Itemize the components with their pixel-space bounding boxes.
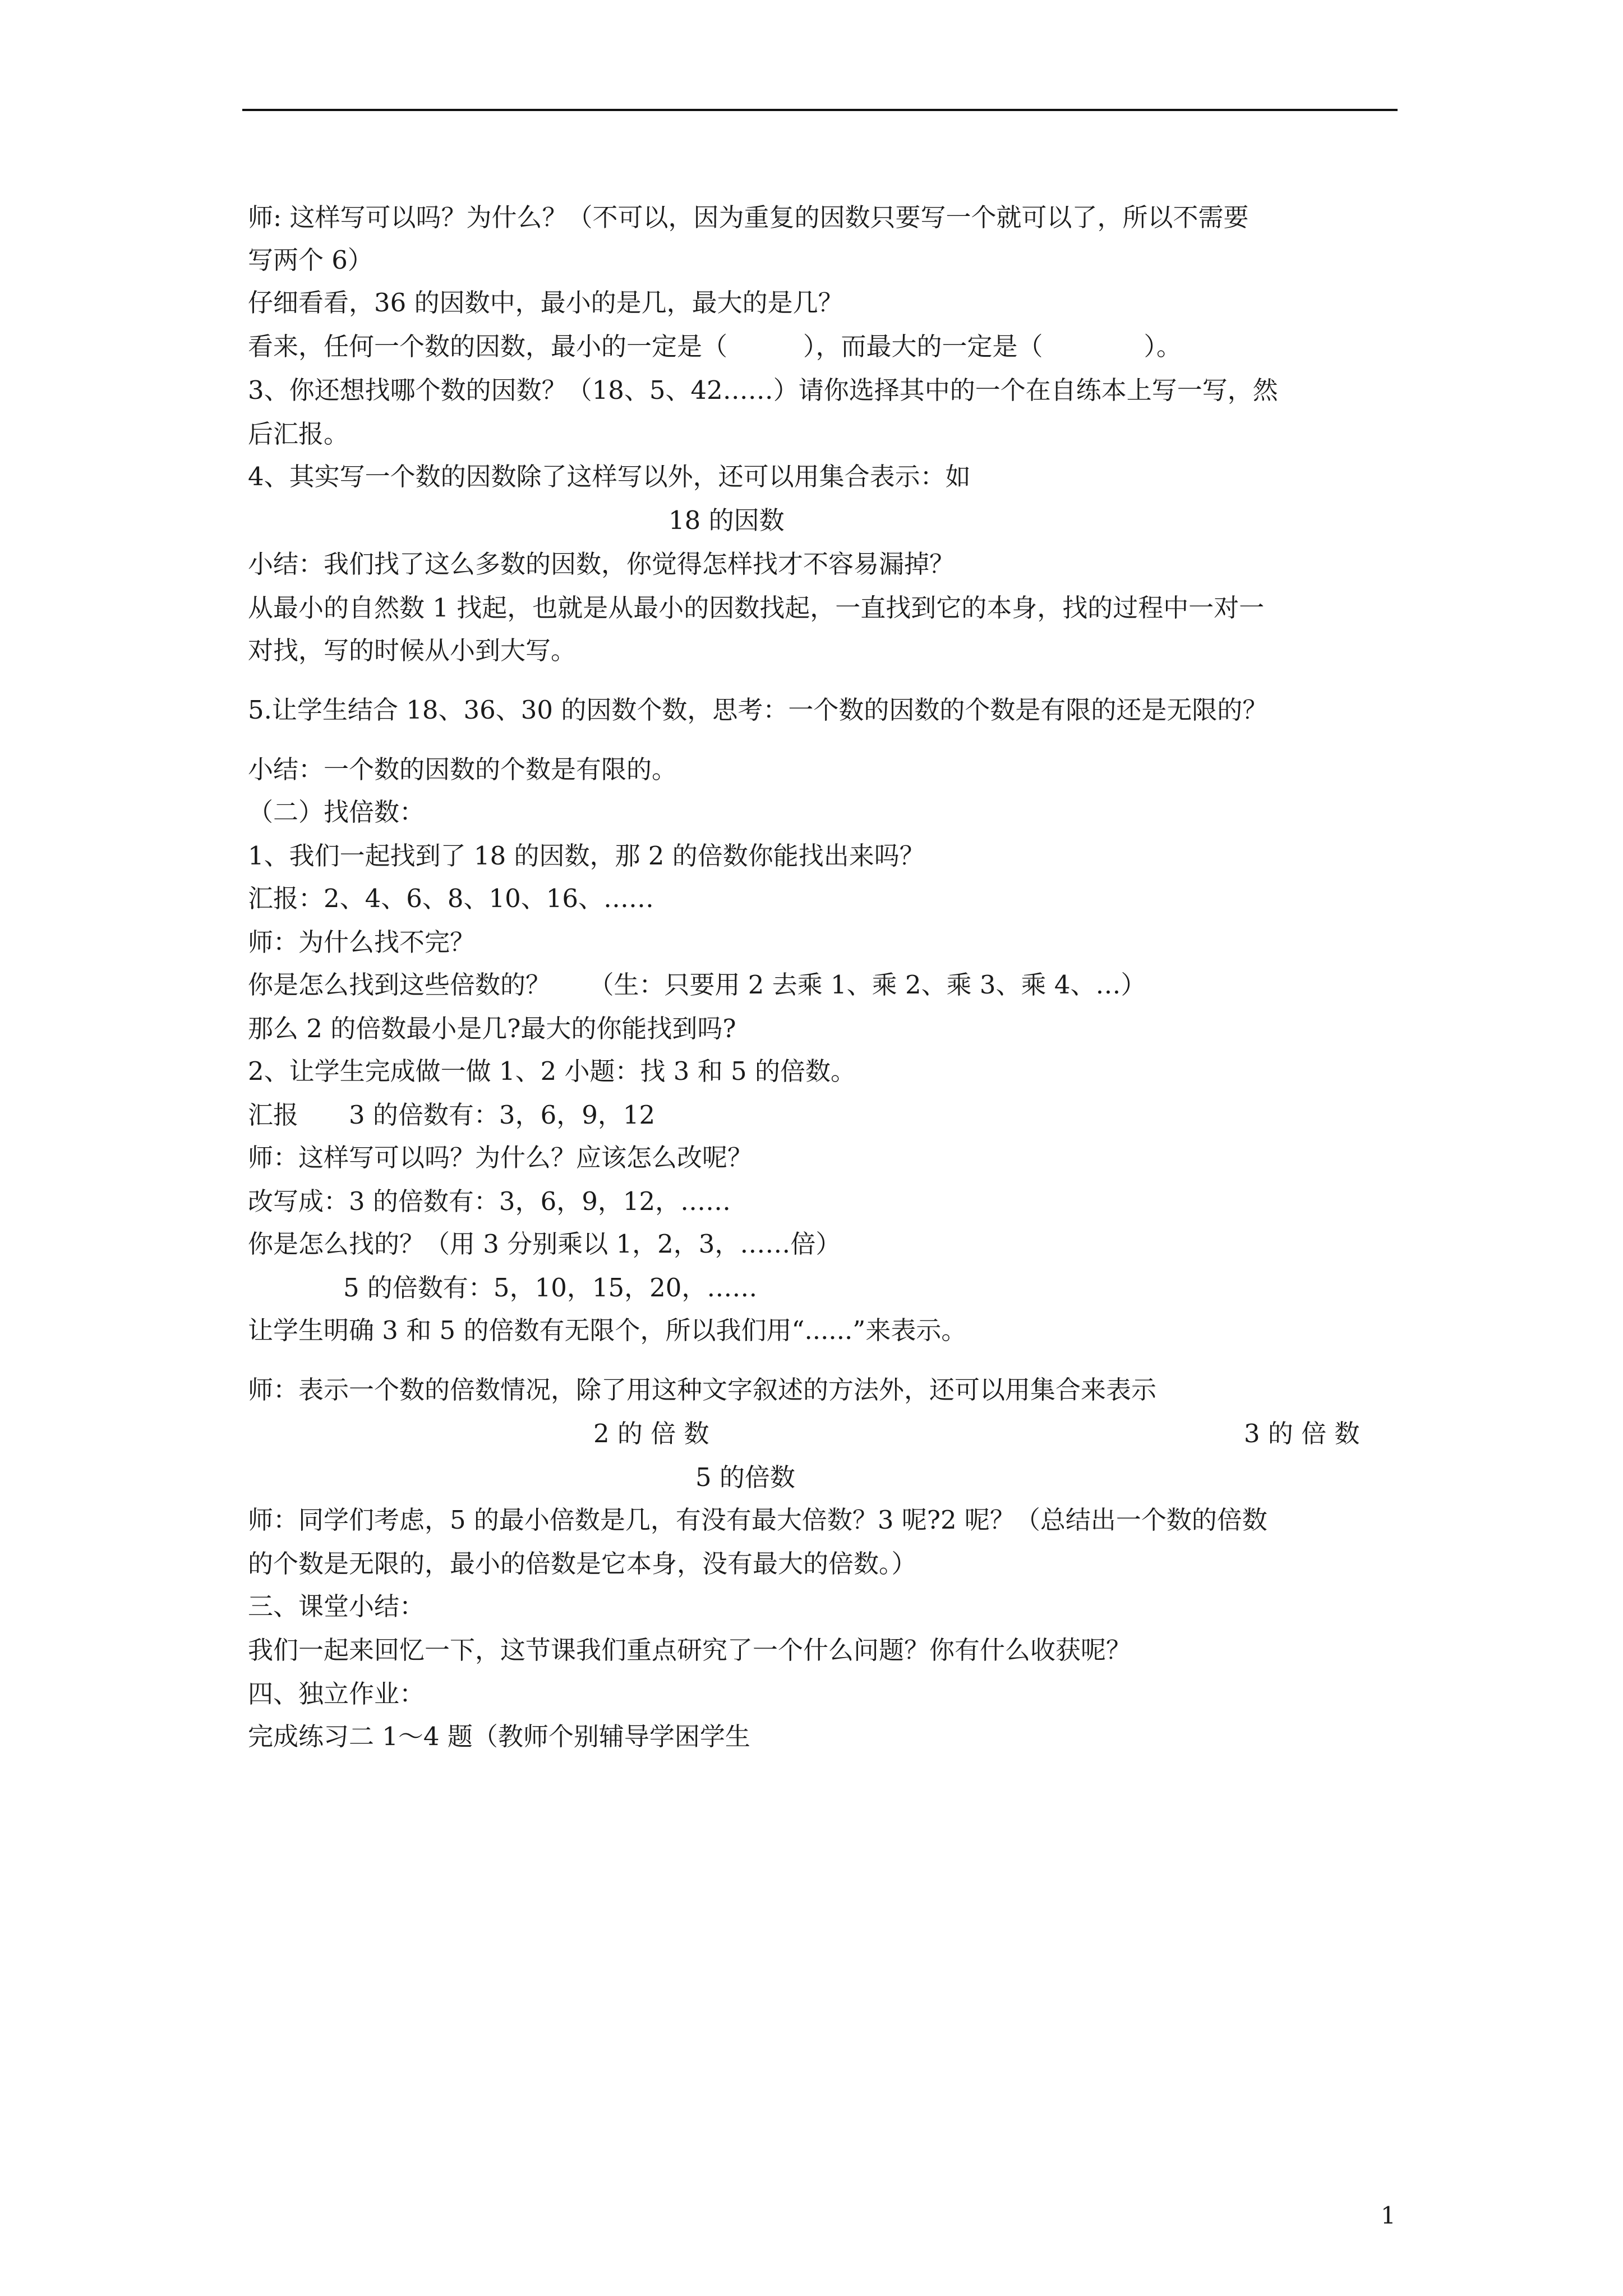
- section-heading: 三、课堂小结：: [248, 1591, 425, 1621]
- paragraph-line: 那么 2 的倍数最小是几?最大的你能找到吗?: [248, 1014, 736, 1043]
- paragraph-line: 你是怎么找的？（用 3 分别乘以 1，2，3，……倍）: [248, 1229, 841, 1259]
- paragraph-line: 对找，写的时候从小到大写。: [248, 636, 577, 665]
- paragraph-line: 师：这样写可以吗？为什么？应该怎么改呢？: [248, 1143, 753, 1172]
- paragraph-line: 3、你还想找哪个数的因数？（18、5、42……）请你选择其中的一个在自练本上写一写，然: [248, 375, 1278, 405]
- paragraph-line: 的个数是无限的，最小的倍数是它本身，没有最大的倍数。）: [248, 1549, 917, 1579]
- paragraph-line: 汇报 3 的倍数有：3，6，9，12: [248, 1100, 656, 1130]
- paragraph-line: 1、我们一起找到了 18 的因数，那 2 的倍数你能找出来吗？: [248, 841, 925, 871]
- paragraph-line: 看来，任何一个数的因数，最小的一定是（ ），而最大的一定是（ ）。: [248, 332, 1182, 361]
- summary-line: 小结：一个数的因数的个数是有限的。: [248, 754, 677, 784]
- paragraph-line: 5 的倍数有：5，10，15，20，……: [343, 1273, 758, 1303]
- paragraph-line: 师: 这样写可以吗？为什么？（不可以，因为重复的因数只要写一个就可以了，所以不需要: [248, 203, 1249, 232]
- set-label-5-multiples: 5 的倍数: [695, 1462, 795, 1492]
- paragraph-line: 你是怎么找到这些倍数的？ （生：只要用 2 去乘 1、乘 2、乘 3、乘 4、…）: [248, 970, 1146, 1000]
- set-label-18-factors: 18 的因数: [668, 505, 785, 535]
- paragraph-line: 我们一起来回忆一下，这节课我们重点研究了一个什么问题？你有什么收获呢？: [248, 1635, 1132, 1665]
- page-number: 1: [1381, 2202, 1396, 2229]
- section-heading: （二）找倍数：: [248, 797, 425, 827]
- paragraph-line: 2、让学生完成做一做 1、2 小题：找 3 和 5 的倍数。: [248, 1056, 856, 1086]
- set-label-3-multiples: 3 的 倍 数: [1244, 1419, 1360, 1448]
- section-heading: 四、独立作业：: [248, 1679, 425, 1709]
- header-rule: [242, 109, 1398, 111]
- paragraph-line: 师：表示一个数的倍数情况，除了用这种文字叙述的方法外，还可以用集合来表示: [248, 1375, 1157, 1405]
- paragraph-line: 汇报：2、4、6、8、10、16、……: [248, 884, 654, 913]
- paragraph-line: 仔细看看，36 的因数中，最小的是几，最大的是几？: [248, 288, 843, 318]
- paragraph-line: 改写成：3 的倍数有：3，6，9，12，……: [248, 1186, 731, 1216]
- paragraph-line: 4、其实写一个数的因数除了这样写以外，还可以用集合表示：如: [248, 462, 971, 491]
- summary-line: 小结：我们找了这么多数的因数，你觉得怎样找才不容易漏掉？: [248, 549, 955, 579]
- paragraph-line: 5.让学生结合 18、36、30 的因数个数，思考：一个数的因数的个数是有限的还是无限的？: [248, 695, 1268, 725]
- paragraph-line: 让学生明确 3 和 5 的倍数有无限个，所以我们用“......”来表示。: [248, 1315, 967, 1345]
- paragraph-line: 师：为什么找不完？: [248, 927, 476, 957]
- set-label-2-multiples: 2 的 倍 数: [593, 1419, 709, 1448]
- paragraph-line: 完成练习二 1～4 题（教师个别辅导学困学生: [248, 1722, 750, 1751]
- paragraph-line: 写两个 6）: [248, 245, 373, 275]
- paragraph-line: 从最小的自然数 1 找起，也就是从最小的因数找起，一直找到它的本身，找的过程中一对一: [248, 593, 1265, 623]
- paragraph-line: 后汇报。: [248, 419, 349, 449]
- paragraph-line: 师：同学们考虑，5 的最小倍数是几，有没有最大倍数？3 呢?2 呢？（总结出一个数的倍数: [248, 1505, 1267, 1535]
